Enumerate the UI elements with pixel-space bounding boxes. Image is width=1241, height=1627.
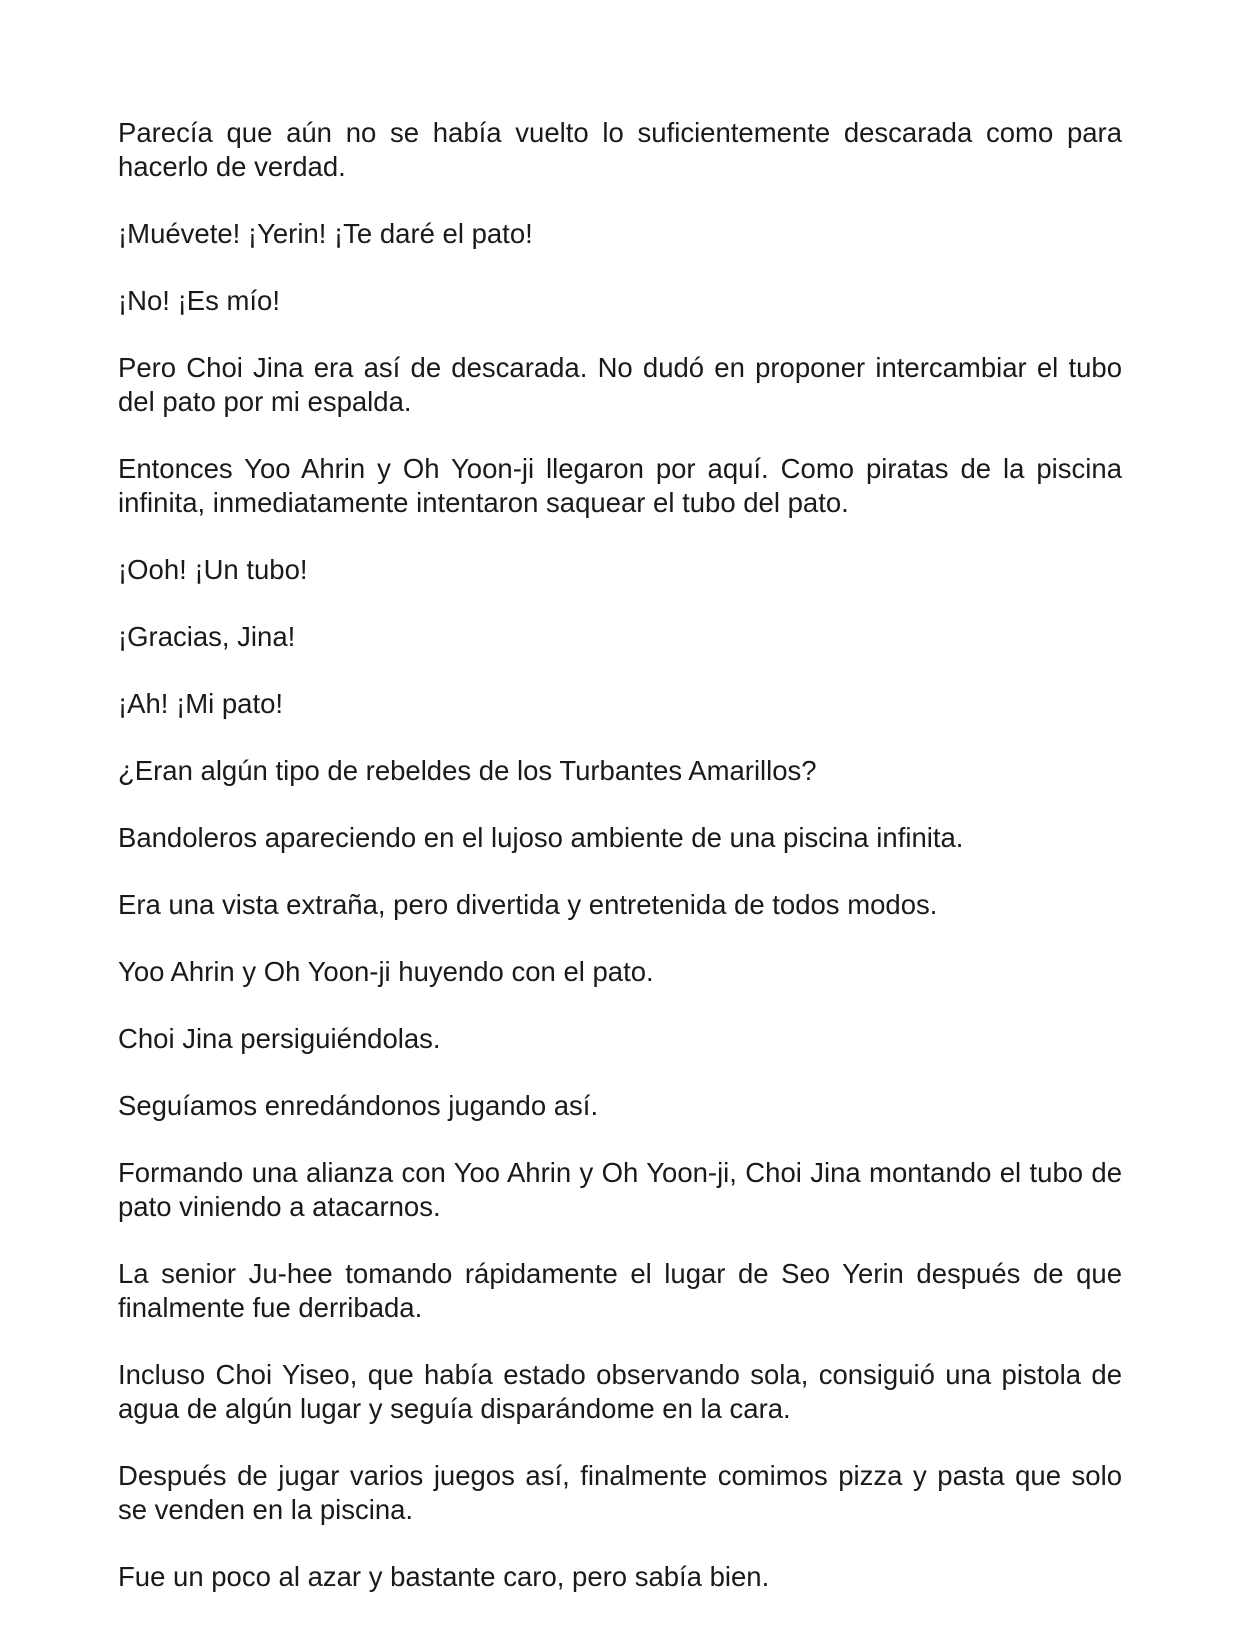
paragraph: Fue un poco al azar y bastante caro, pero sabía bien. — [118, 1561, 770, 1592]
paragraph: Yoo Ahrin y Oh Yoon-ji huyendo con el pato. — [118, 956, 654, 987]
paragraph: Incluso Choi Yiseo, que había estado observando sola, consiguió una pistola de agua de algún lugar y seguía disparándome en la cara. — [118, 1359, 1122, 1424]
paragraph: Después de jugar varios juegos así, finalmente comimos pizza y pasta que solo se venden en la piscina. — [118, 1460, 1122, 1525]
paragraph: Choi Jina persiguiéndolas. — [118, 1023, 441, 1054]
paragraph: Bandoleros apareciendo en el lujoso ambiente de una piscina infinita. — [118, 822, 964, 853]
paragraph: Parecía que aún no se había vuelto lo suficientemente descarada como para hacerlo de verdad. — [118, 117, 1122, 182]
paragraph: Seguíamos enredándonos jugando así. — [118, 1090, 599, 1121]
paragraph: Pero Choi Jina era así de descarada. No dudó en proponer intercambiar el tubo del pato por mi espalda. — [118, 352, 1122, 417]
paragraph: ¡Gracias, Jina! — [118, 621, 296, 652]
paragraph: Entonces Yoo Ahrin y Oh Yoon-ji llegaron por aquí. Como piratas de la piscina infinita, inmediatamente intentaron saquear el tubo del pato. — [118, 453, 1122, 518]
paragraph: Era una vista extraña, pero divertida y entretenida de todos modos. — [118, 889, 938, 920]
paragraph: ¿Eran algún tipo de rebeldes de los Turbantes Amarillos? — [118, 755, 817, 786]
paragraph: Formando una alianza con Yoo Ahrin y Oh Yoon-ji, Choi Jina montando el tubo de pato viniendo a atacarnos. — [118, 1157, 1122, 1222]
document-body — [118, 116, 1122, 1627]
paragraph: ¡Ah! ¡Mi pato! — [118, 688, 284, 719]
paragraph: ¡Muévete! ¡Yerin! ¡Te daré el pato! — [118, 218, 533, 249]
paragraph: ¡Ooh! ¡Un tubo! — [118, 554, 308, 585]
paragraph: ¡No! ¡Es mío! — [118, 285, 280, 316]
paragraph: La senior Ju-hee tomando rápidamente el lugar de Seo Yerin después de que finalmente fue derribada. — [118, 1258, 1122, 1323]
